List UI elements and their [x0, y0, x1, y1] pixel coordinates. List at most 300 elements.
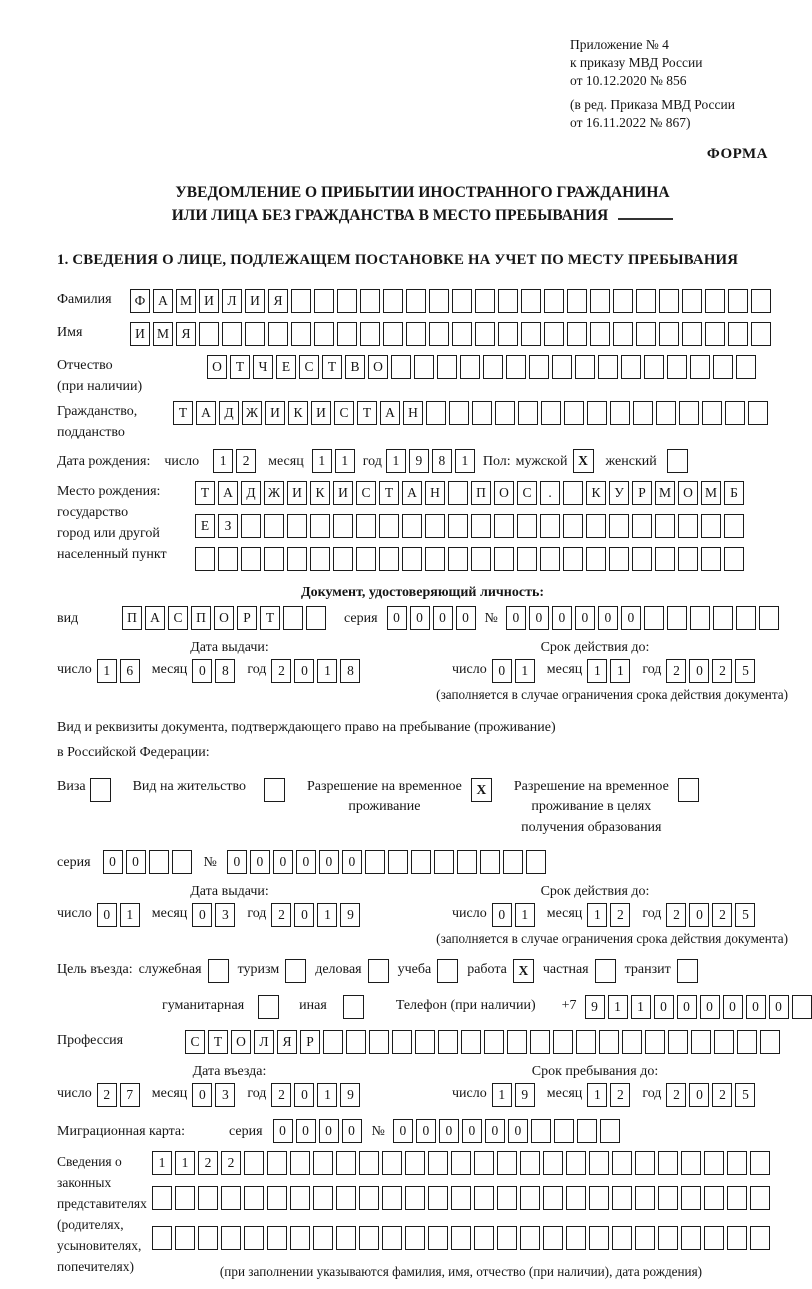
form-cell[interactable] [713, 606, 733, 630]
form-cell[interactable] [383, 289, 403, 313]
form-cell[interactable] [497, 1226, 517, 1250]
form-cell[interactable] [494, 547, 514, 571]
form-cell[interactable] [714, 1030, 734, 1054]
form-cell[interactable] [310, 514, 330, 538]
form-cell[interactable] [690, 355, 710, 379]
form-cell[interactable]: 0 [192, 1083, 212, 1107]
form-cell[interactable]: А [402, 481, 422, 505]
form-cell[interactable]: Ч [253, 355, 273, 379]
form-cell[interactable] [497, 1151, 517, 1175]
form-cell[interactable]: 2 [610, 903, 630, 927]
form-cell[interactable] [590, 322, 610, 346]
form-cell[interactable]: 0 [689, 1083, 709, 1107]
form-cell[interactable]: 0 [294, 1083, 314, 1107]
form-cell[interactable]: 1 [152, 1151, 172, 1175]
form-cell[interactable] [379, 514, 399, 538]
form-cell[interactable]: А [218, 481, 238, 505]
form-cell[interactable] [425, 514, 445, 538]
form-cell[interactable] [198, 1186, 218, 1210]
form-cell[interactable]: 0 [126, 850, 146, 874]
form-cell[interactable]: 9 [340, 903, 360, 927]
form-cell[interactable]: 0 [296, 850, 316, 874]
form-cell[interactable]: 8 [215, 659, 235, 683]
form-cell[interactable] [644, 355, 664, 379]
form-cell[interactable]: 3 [215, 903, 235, 927]
form-cell[interactable] [621, 355, 641, 379]
form-cell[interactable] [724, 547, 744, 571]
form-cell[interactable] [480, 850, 500, 874]
form-cell[interactable] [677, 959, 698, 983]
form-cell[interactable]: О [207, 355, 227, 379]
form-cell[interactable] [264, 547, 284, 571]
form-cell[interactable] [415, 1030, 435, 1054]
form-cell[interactable]: 0 [700, 995, 720, 1019]
form-cell[interactable] [520, 1226, 540, 1250]
form-cell[interactable] [287, 547, 307, 571]
form-cell[interactable]: 9 [515, 1083, 535, 1107]
form-cell[interactable]: Т [322, 355, 342, 379]
form-cell[interactable] [681, 1226, 701, 1250]
form-cell[interactable] [759, 606, 779, 630]
form-cell[interactable]: Т [173, 401, 193, 425]
form-cell[interactable] [658, 1226, 678, 1250]
form-cell[interactable] [704, 1226, 724, 1250]
form-cell[interactable] [567, 322, 587, 346]
form-cell[interactable]: В [345, 355, 365, 379]
form-cell[interactable]: 2 [712, 659, 732, 683]
form-cell[interactable]: И [199, 289, 219, 313]
form-cell[interactable]: 6 [120, 659, 140, 683]
form-cell[interactable] [291, 289, 311, 313]
form-cell[interactable] [681, 1151, 701, 1175]
form-cell[interactable]: Я [268, 289, 288, 313]
form-cell[interactable] [599, 1030, 619, 1054]
form-cell[interactable] [382, 1186, 402, 1210]
form-cell[interactable] [448, 547, 468, 571]
form-cell[interactable]: 1 [175, 1151, 195, 1175]
form-cell[interactable] [644, 606, 664, 630]
form-cell[interactable] [736, 606, 756, 630]
form-cell[interactable] [577, 1119, 597, 1143]
form-cell[interactable]: 1 [608, 995, 628, 1019]
form-cell[interactable]: И [311, 401, 331, 425]
form-cell[interactable] [576, 1030, 596, 1054]
form-cell[interactable]: 0 [621, 606, 641, 630]
form-cell[interactable]: . [540, 481, 560, 505]
form-cell[interactable]: 2 [236, 449, 256, 473]
form-cell[interactable]: 2 [666, 659, 686, 683]
form-cell[interactable]: 2 [610, 1083, 630, 1107]
form-cell[interactable]: 1 [317, 1083, 337, 1107]
form-cell[interactable]: Н [403, 401, 423, 425]
form-cell[interactable] [682, 289, 702, 313]
form-cell[interactable]: А [153, 289, 173, 313]
form-cell[interactable] [379, 547, 399, 571]
form-cell[interactable]: 0 [456, 606, 476, 630]
form-cell[interactable]: С [517, 481, 537, 505]
form-cell[interactable]: А [380, 401, 400, 425]
form-cell[interactable]: К [586, 481, 606, 505]
form-cell[interactable] [566, 1186, 586, 1210]
form-cell[interactable] [452, 322, 472, 346]
form-cell[interactable] [520, 1186, 540, 1210]
form-cell[interactable] [727, 1186, 747, 1210]
form-cell[interactable] [310, 547, 330, 571]
form-cell[interactable]: С [185, 1030, 205, 1054]
form-cell[interactable] [264, 514, 284, 538]
form-cell[interactable] [313, 1151, 333, 1175]
form-cell[interactable]: Л [254, 1030, 274, 1054]
form-cell[interactable]: М [176, 289, 196, 313]
form-cell[interactable] [636, 289, 656, 313]
form-cell[interactable] [199, 322, 219, 346]
form-cell[interactable] [727, 1226, 747, 1250]
form-cell[interactable] [543, 1151, 563, 1175]
form-cell[interactable]: 0 [342, 1119, 362, 1143]
form-cell[interactable] [244, 1226, 264, 1250]
form-cell[interactable]: М [153, 322, 173, 346]
form-cell[interactable] [598, 355, 618, 379]
form-cell[interactable] [728, 289, 748, 313]
form-cell[interactable]: 5 [735, 903, 755, 927]
form-cell[interactable] [406, 322, 426, 346]
form-cell[interactable] [517, 514, 537, 538]
form-cell[interactable] [610, 401, 630, 425]
form-cell[interactable]: 2 [666, 1083, 686, 1107]
form-cell[interactable] [290, 1186, 310, 1210]
form-cell[interactable] [655, 547, 675, 571]
form-cell[interactable]: 0 [433, 606, 453, 630]
form-cell[interactable] [632, 547, 652, 571]
form-cell[interactable] [544, 289, 564, 313]
form-cell[interactable] [751, 322, 771, 346]
form-cell[interactable] [267, 1151, 287, 1175]
form-cell[interactable] [172, 850, 192, 874]
form-cell[interactable]: 3 [215, 1083, 235, 1107]
form-cell[interactable]: 0 [273, 850, 293, 874]
form-cell[interactable]: X [513, 959, 534, 983]
form-cell[interactable] [540, 514, 560, 538]
form-cell[interactable] [313, 1186, 333, 1210]
form-cell[interactable]: 0 [387, 606, 407, 630]
form-cell[interactable] [760, 1030, 780, 1054]
form-cell[interactable]: О [231, 1030, 251, 1054]
form-cell[interactable] [713, 355, 733, 379]
form-cell[interactable] [494, 514, 514, 538]
form-cell[interactable] [728, 322, 748, 346]
form-cell[interactable]: И [245, 289, 265, 313]
form-cell[interactable] [507, 1030, 527, 1054]
form-cell[interactable]: О [214, 606, 234, 630]
form-cell[interactable] [498, 322, 518, 346]
form-cell[interactable] [520, 1151, 540, 1175]
form-cell[interactable] [609, 547, 629, 571]
form-cell[interactable] [595, 959, 616, 983]
form-cell[interactable] [152, 1186, 172, 1210]
form-cell[interactable]: 9 [585, 995, 605, 1019]
form-cell[interactable] [526, 850, 546, 874]
form-cell[interactable] [563, 547, 583, 571]
form-cell[interactable] [589, 1226, 609, 1250]
form-cell[interactable] [563, 481, 583, 505]
form-cell[interactable]: У [609, 481, 629, 505]
form-cell[interactable] [434, 850, 454, 874]
form-cell[interactable] [449, 401, 469, 425]
form-cell[interactable] [632, 514, 652, 538]
form-cell[interactable] [590, 289, 610, 313]
form-cell[interactable]: 0 [192, 903, 212, 927]
form-cell[interactable] [587, 401, 607, 425]
form-cell[interactable] [429, 322, 449, 346]
form-cell[interactable] [448, 514, 468, 538]
form-cell[interactable]: 1 [631, 995, 651, 1019]
form-cell[interactable] [566, 1226, 586, 1250]
form-cell[interactable] [704, 1186, 724, 1210]
form-cell[interactable]: 0 [654, 995, 674, 1019]
form-cell[interactable] [471, 514, 491, 538]
form-cell[interactable]: 0 [342, 850, 362, 874]
form-cell[interactable] [392, 1030, 412, 1054]
form-cell[interactable]: 1 [587, 1083, 607, 1107]
form-cell[interactable]: 1 [515, 659, 535, 683]
form-cell[interactable] [359, 1151, 379, 1175]
form-cell[interactable] [655, 514, 675, 538]
form-cell[interactable] [540, 547, 560, 571]
form-cell[interactable]: 0 [492, 659, 512, 683]
form-cell[interactable]: Т [230, 355, 250, 379]
form-cell[interactable] [391, 355, 411, 379]
form-cell[interactable] [751, 289, 771, 313]
form-cell[interactable]: А [145, 606, 165, 630]
form-cell[interactable]: 0 [192, 659, 212, 683]
form-cell[interactable]: 0 [410, 606, 430, 630]
form-cell[interactable] [369, 1030, 389, 1054]
form-cell[interactable] [705, 289, 725, 313]
form-cell[interactable]: С [334, 401, 354, 425]
form-cell[interactable] [748, 401, 768, 425]
form-cell[interactable] [356, 547, 376, 571]
form-cell[interactable] [267, 1186, 287, 1210]
form-cell[interactable] [472, 401, 492, 425]
form-cell[interactable] [198, 1226, 218, 1250]
form-cell[interactable] [645, 1030, 665, 1054]
form-cell[interactable]: О [494, 481, 514, 505]
form-cell[interactable]: Т [379, 481, 399, 505]
form-cell[interactable] [428, 1186, 448, 1210]
form-cell[interactable] [679, 401, 699, 425]
form-cell[interactable] [359, 1186, 379, 1210]
form-cell[interactable] [635, 1151, 655, 1175]
form-cell[interactable] [612, 1151, 632, 1175]
form-cell[interactable] [471, 547, 491, 571]
form-cell[interactable] [365, 850, 385, 874]
form-cell[interactable] [658, 1151, 678, 1175]
form-cell[interactable] [313, 1226, 333, 1250]
form-cell[interactable] [690, 606, 710, 630]
form-cell[interactable]: 1 [455, 449, 475, 473]
form-cell[interactable]: 0 [689, 903, 709, 927]
form-cell[interactable]: 0 [319, 1119, 339, 1143]
form-cell[interactable] [264, 778, 285, 802]
form-cell[interactable] [461, 1030, 481, 1054]
form-cell[interactable] [553, 1030, 573, 1054]
form-cell[interactable] [792, 995, 812, 1019]
form-cell[interactable] [554, 1119, 574, 1143]
form-cell[interactable] [241, 514, 261, 538]
form-cell[interactable] [314, 322, 334, 346]
form-cell[interactable] [451, 1186, 471, 1210]
form-cell[interactable]: 0 [552, 606, 572, 630]
form-cell[interactable] [495, 401, 515, 425]
form-cell[interactable] [529, 355, 549, 379]
form-cell[interactable]: 0 [689, 659, 709, 683]
form-cell[interactable]: 1 [587, 659, 607, 683]
form-cell[interactable] [636, 322, 656, 346]
form-cell[interactable]: Р [632, 481, 652, 505]
form-cell[interactable]: Р [300, 1030, 320, 1054]
form-cell[interactable]: 0 [103, 850, 123, 874]
form-cell[interactable]: 1 [587, 903, 607, 927]
form-cell[interactable] [518, 401, 538, 425]
form-cell[interactable] [566, 1151, 586, 1175]
form-cell[interactable]: 0 [439, 1119, 459, 1143]
form-cell[interactable] [725, 401, 745, 425]
form-cell[interactable] [460, 355, 480, 379]
form-cell[interactable] [600, 1119, 620, 1143]
form-cell[interactable] [241, 547, 261, 571]
form-cell[interactable]: И [287, 481, 307, 505]
form-cell[interactable] [475, 289, 495, 313]
form-cell[interactable]: 7 [120, 1083, 140, 1107]
form-cell[interactable] [474, 1226, 494, 1250]
form-cell[interactable]: 2 [271, 659, 291, 683]
form-cell[interactable]: 8 [340, 659, 360, 683]
form-cell[interactable]: С [356, 481, 376, 505]
form-cell[interactable]: 2 [221, 1151, 241, 1175]
form-cell[interactable] [290, 1151, 310, 1175]
form-cell[interactable] [406, 289, 426, 313]
form-cell[interactable] [333, 547, 353, 571]
form-cell[interactable] [314, 289, 334, 313]
form-cell[interactable] [475, 322, 495, 346]
form-cell[interactable] [691, 1030, 711, 1054]
form-cell[interactable]: 1 [335, 449, 355, 473]
form-cell[interactable] [727, 1151, 747, 1175]
form-cell[interactable]: 0 [97, 903, 117, 927]
form-cell[interactable]: Н [425, 481, 445, 505]
form-cell[interactable] [521, 322, 541, 346]
form-cell[interactable]: 0 [492, 903, 512, 927]
form-cell[interactable] [609, 514, 629, 538]
form-cell[interactable] [360, 322, 380, 346]
form-cell[interactable]: Р [237, 606, 257, 630]
form-cell[interactable]: М [655, 481, 675, 505]
form-cell[interactable]: 1 [515, 903, 535, 927]
form-cell[interactable] [429, 289, 449, 313]
form-cell[interactable] [474, 1186, 494, 1210]
form-cell[interactable] [541, 401, 561, 425]
form-cell[interactable]: 1 [317, 903, 337, 927]
form-cell[interactable] [285, 959, 306, 983]
form-cell[interactable] [287, 514, 307, 538]
form-cell[interactable] [402, 547, 422, 571]
form-cell[interactable] [245, 322, 265, 346]
form-cell[interactable]: И [265, 401, 285, 425]
form-cell[interactable] [530, 1030, 550, 1054]
form-cell[interactable]: Л [222, 289, 242, 313]
form-cell[interactable] [267, 1226, 287, 1250]
form-cell[interactable] [658, 1186, 678, 1210]
form-cell[interactable] [567, 289, 587, 313]
form-cell[interactable]: 0 [723, 995, 743, 1019]
form-cell[interactable]: Д [219, 401, 239, 425]
form-cell[interactable] [736, 355, 756, 379]
form-cell[interactable] [705, 322, 725, 346]
form-cell[interactable] [668, 1030, 688, 1054]
form-cell[interactable]: 0 [273, 1119, 293, 1143]
form-cell[interactable] [222, 322, 242, 346]
form-cell[interactable]: 1 [120, 903, 140, 927]
form-cell[interactable] [221, 1226, 241, 1250]
form-cell[interactable] [368, 959, 389, 983]
form-cell[interactable] [589, 1186, 609, 1210]
form-cell[interactable]: 0 [529, 606, 549, 630]
form-cell[interactable] [283, 606, 303, 630]
form-cell[interactable]: 2 [271, 1083, 291, 1107]
form-cell[interactable] [175, 1186, 195, 1210]
form-cell[interactable] [382, 1151, 402, 1175]
form-cell[interactable]: 0 [769, 995, 789, 1019]
form-cell[interactable] [543, 1226, 563, 1250]
form-cell[interactable] [750, 1186, 770, 1210]
form-cell[interactable] [268, 322, 288, 346]
form-cell[interactable]: 5 [735, 659, 755, 683]
form-cell[interactable] [678, 547, 698, 571]
form-cell[interactable] [438, 1030, 458, 1054]
form-cell[interactable]: 2 [271, 903, 291, 927]
form-cell[interactable] [195, 547, 215, 571]
form-cell[interactable]: 2 [666, 903, 686, 927]
form-cell[interactable]: 0 [575, 606, 595, 630]
form-cell[interactable]: 1 [386, 449, 406, 473]
form-cell[interactable] [575, 355, 595, 379]
form-cell[interactable]: 8 [432, 449, 452, 473]
form-cell[interactable] [414, 355, 434, 379]
form-cell[interactable]: 9 [409, 449, 429, 473]
form-cell[interactable]: 1 [610, 659, 630, 683]
form-cell[interactable] [612, 1186, 632, 1210]
form-cell[interactable]: 0 [746, 995, 766, 1019]
form-cell[interactable] [586, 547, 606, 571]
form-cell[interactable] [90, 778, 111, 802]
form-cell[interactable] [613, 322, 633, 346]
form-cell[interactable] [552, 355, 572, 379]
form-cell[interactable] [405, 1186, 425, 1210]
form-cell[interactable]: 1 [213, 449, 233, 473]
form-cell[interactable] [724, 514, 744, 538]
form-cell[interactable] [437, 355, 457, 379]
form-cell[interactable] [337, 322, 357, 346]
form-cell[interactable] [218, 547, 238, 571]
form-cell[interactable]: 1 [312, 449, 332, 473]
form-cell[interactable] [704, 1151, 724, 1175]
form-cell[interactable] [411, 850, 431, 874]
form-cell[interactable]: 0 [227, 850, 247, 874]
form-cell[interactable]: 0 [508, 1119, 528, 1143]
form-cell[interactable]: Е [276, 355, 296, 379]
form-cell[interactable] [333, 514, 353, 538]
form-cell[interactable]: И [333, 481, 353, 505]
